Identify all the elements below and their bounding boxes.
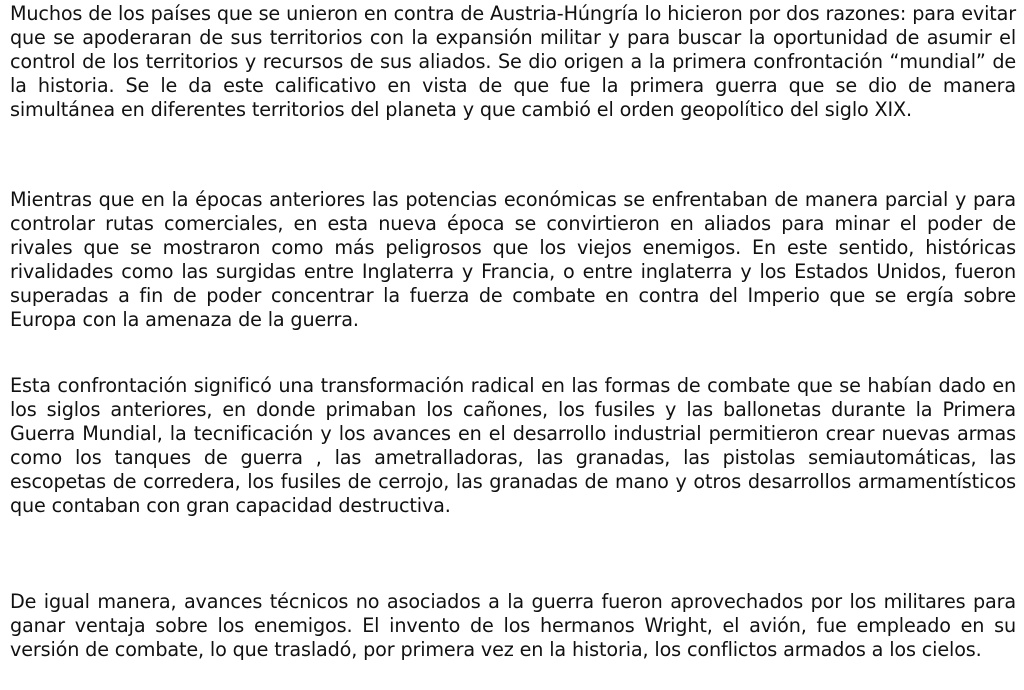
paragraph-2: Mientras que en la épocas anteriores las potencias económicas se enfrentaban de manera parcial y para controlar rutas comerciales, en esta nueva época se convirtieron en aliados para minar el poder de rivales que se mostraron como más peligrosos que los viejos enemigos. En este sentido, históricas rivalidades como las surgidas entre Inglaterra y Francia, o entre inglaterra y los Estados Unidos, fueron superadas a fin de poder concentrar la fuerza de combate en contra del Imperio que se ergía sobre Europa con la amenaza de la guerra. <box>10 188 1016 331</box>
paragraph-3: Esta confrontación significó una transformación radical en las formas de combate que se habían dado en los siglos anteriores, en donde primaban los cañones, los fusiles y las ballonetas durante la Primera Guerra Mundial, la tecnificación y los avances en el desarrollo industrial permitieron crear nuevas armas como los tanques de guerra , las ametralladoras, las granadas, las pistolas semiautomáticas, las escopetas de corredera, los fusiles de cerrojo, las granadas de mano y otros desarrollos armamentísticos que contaban con gran capacidad destructiva. <box>10 374 1016 517</box>
paragraph-1: Muchos de los países que se unieron en contra de Austria-Húngría lo hicieron por dos razones: para evitar que se apoderaran de sus territorios con la expansión militar y para buscar la oportunidad de asumir el control de los territorios y recursos de sus aliados. Se dio origen a la primera confrontación “mundial” de la historia. Se le da este calificativo en vista de que fue la primera guerra que se dio de manera simultánea en diferentes territorios del planeta y que cambió el orden geopolítico del siglo XIX. <box>10 2 1016 121</box>
paragraph-4: De igual manera, avances técnicos no asociados a la guerra fueron aprovechados por los militares para ganar ventaja sobre los enemigos. El invento de los hermanos Wright, el avión, fue empleado en su versión de combate, lo que trasladó, por primera vez en la historia, los conflictos armados a los cielos. <box>10 590 1016 661</box>
